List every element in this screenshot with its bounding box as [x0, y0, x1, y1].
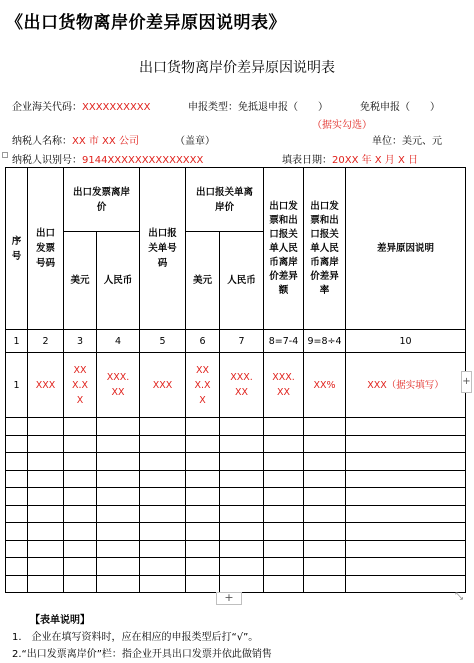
form-title: 出口货物离岸价差异原因说明表 [139, 60, 335, 76]
cell-invoice-usd[interactable] [64, 435, 97, 453]
cell-invoice-usd[interactable] [64, 453, 97, 471]
cell-customs-usd[interactable] [186, 558, 220, 576]
table-row [6, 540, 466, 558]
header-invoice-usd: 美元 [64, 232, 97, 330]
cell-diff-rate[interactable] [304, 435, 346, 453]
cell-invoice-rmb[interactable] [97, 453, 140, 471]
cell-seq[interactable]: 1 [6, 353, 28, 418]
cell-invoice-rmb[interactable] [97, 558, 140, 576]
cell-diff-rate[interactable] [304, 558, 346, 576]
cell-reason[interactable] [346, 453, 466, 471]
fill-date-label: 填表日期： [282, 155, 332, 166]
customs-code-label: 企业海关代码： [12, 102, 82, 113]
table-row [6, 558, 466, 576]
taxpayer-id-value: 9144XXXXXXXXXXXXXX [82, 155, 204, 166]
cell-diff-rate[interactable] [304, 505, 346, 523]
document-title: 《出口货物离岸价差异原因说明表》 [6, 13, 286, 33]
cell-customs-usd[interactable] [186, 470, 220, 488]
add-column-button[interactable]: + [461, 371, 472, 393]
declare-type-label: 申报类型： [188, 102, 238, 113]
cell-customs-no[interactable] [140, 488, 186, 506]
cell-seq[interactable] [6, 523, 28, 541]
cell-customs-usd[interactable] [186, 488, 220, 506]
taxpayer-id-line [12, 151, 203, 166]
cell-diff-amount[interactable] [264, 505, 304, 523]
cell-customs-no[interactable] [140, 435, 186, 453]
cell-invoice-rmb[interactable] [97, 418, 140, 436]
cell-diff-amount[interactable] [264, 488, 304, 506]
cell-seq[interactable] [6, 470, 28, 488]
cell-customs-no[interactable] [140, 523, 186, 541]
cell-customs-no[interactable] [140, 558, 186, 576]
cell-invoice-no[interactable] [28, 575, 64, 593]
column-number-row [6, 330, 466, 353]
cell-invoice-usd[interactable] [64, 418, 97, 436]
cell-diff-amount[interactable] [264, 540, 304, 558]
header-invoice-price: 出口发票离岸价 [64, 168, 140, 232]
col-number: 4 [97, 330, 140, 353]
header-seq: 序号 [6, 168, 28, 330]
cell-invoice-rmb[interactable] [97, 488, 140, 506]
cell-diff-amount[interactable] [264, 470, 304, 488]
cell-customs-usd[interactable] [186, 575, 220, 593]
table-row [6, 418, 466, 436]
header-invoice-no: 出口发票号码 [28, 168, 64, 330]
col-number: 1 [6, 330, 28, 353]
col-number: 5 [140, 330, 186, 353]
header-invoice-rmb: 人民币 [97, 232, 140, 330]
seal-note: （盖章） [175, 136, 215, 147]
add-row-button[interactable]: + [216, 592, 242, 605]
cell-customs-usd[interactable] [186, 523, 220, 541]
cell-invoice-usd[interactable] [64, 505, 97, 523]
notes-item: 1. 企业在填写资料时，应在相应的申报类型后打“√”。 [12, 632, 259, 643]
cell-seq[interactable] [6, 505, 28, 523]
cell-seq[interactable] [6, 435, 28, 453]
cell-invoice-rmb[interactable] [97, 575, 140, 593]
cell-customs-no[interactable] [140, 575, 186, 593]
cell-invoice-no[interactable]: XXX [28, 353, 64, 418]
table-row [6, 453, 466, 471]
cell-customs-rmb[interactable]: XXX. XX [220, 353, 264, 418]
cell-customs-no[interactable] [140, 540, 186, 558]
table-row [6, 575, 466, 593]
cell-invoice-usd[interactable] [64, 540, 97, 558]
col-number: 7 [220, 330, 264, 353]
cell-invoice-no[interactable] [28, 470, 64, 488]
cell-invoice-usd[interactable]: XX X.X X [64, 353, 97, 418]
cell-invoice-usd[interactable] [64, 558, 97, 576]
fill-date-line [282, 151, 418, 166]
cell-reason[interactable] [346, 470, 466, 488]
cell-customs-rmb[interactable] [220, 435, 264, 453]
table-row [6, 523, 466, 541]
cell-customs-rmb[interactable] [220, 540, 264, 558]
header-diff-amount: 出口发票和出口报关单人民币离岸价差异额 [264, 168, 304, 330]
cell-customs-rmb[interactable] [220, 575, 264, 593]
cell-reason[interactable] [346, 435, 466, 453]
cell-customs-no[interactable] [140, 453, 186, 471]
notes-item: 2.“出口发票离岸价”栏：指企业开具出口发票并依此做销售 [12, 649, 272, 660]
cell-reason[interactable]: XXX（据实填写） [346, 353, 466, 418]
col-number: 9=8÷4 [304, 330, 346, 353]
cell-invoice-rmb[interactable]: XXX. XX [97, 353, 140, 418]
cell-invoice-no[interactable] [28, 505, 64, 523]
cell-invoice-rmb[interactable] [97, 435, 140, 453]
cell-reason[interactable] [346, 575, 466, 593]
taxpayer-name-line [12, 132, 139, 147]
header-customs-price: 出口报关单离岸价 [186, 168, 264, 232]
cell-customs-usd[interactable] [186, 418, 220, 436]
price-difference-table [5, 167, 466, 593]
cell-diff-rate[interactable] [304, 523, 346, 541]
header-customs-usd: 美元 [186, 232, 220, 330]
table-row [6, 435, 466, 453]
customs-code-value: XXXXXXXXXX [82, 102, 151, 113]
cell-invoice-no[interactable] [28, 418, 64, 436]
col-number: 8=7-4 [264, 330, 304, 353]
unit-label: 单位：美元、元 [372, 136, 442, 147]
col-number: 10 [346, 330, 466, 353]
cell-diff-rate[interactable] [304, 470, 346, 488]
cell-invoice-rmb[interactable] [97, 540, 140, 558]
cell-seq[interactable] [6, 488, 28, 506]
cell-diff-amount[interactable]: XXX. XX [264, 353, 304, 418]
cell-invoice-no[interactable] [28, 523, 64, 541]
cell-customs-rmb[interactable] [220, 418, 264, 436]
cell-diff-amount[interactable] [264, 523, 304, 541]
taxpayer-name-value: XX 市 XX 公司 [72, 136, 139, 147]
cell-diff-amount[interactable] [264, 453, 304, 471]
cell-invoice-usd[interactable] [64, 488, 97, 506]
table-row [6, 488, 466, 506]
cell-diff-amount[interactable] [264, 575, 304, 593]
cell-customs-usd[interactable]: XX X.X X [186, 353, 220, 418]
cell-reason[interactable] [346, 540, 466, 558]
notes-heading: 【表单说明】 [30, 615, 90, 626]
header-diff-rate: 出口发票和出口报关单人民币离岸价差异率 [304, 168, 346, 330]
cell-reason[interactable] [346, 488, 466, 506]
cell-customs-rmb[interactable] [220, 505, 264, 523]
cell-customs-rmb[interactable] [220, 523, 264, 541]
cell-diff-rate[interactable] [304, 488, 346, 506]
cell-customs-rmb[interactable] [220, 558, 264, 576]
col-number: 6 [186, 330, 220, 353]
cell-invoice-rmb[interactable] [97, 505, 140, 523]
cell-diff-rate[interactable] [304, 540, 346, 558]
cell-invoice-rmb[interactable] [97, 470, 140, 488]
cell-diff-amount[interactable] [264, 558, 304, 576]
header-reason: 差异原因说明 [346, 168, 466, 330]
cell-diff-rate[interactable] [304, 453, 346, 471]
cell-invoice-usd[interactable] [64, 523, 97, 541]
declare-type-line [188, 98, 328, 113]
cell-customs-usd[interactable] [186, 435, 220, 453]
cell-invoice-no[interactable] [28, 453, 64, 471]
empty-rows [6, 418, 466, 593]
cell-reason[interactable] [346, 558, 466, 576]
taxpayer-name-label: 纳税人名称： [12, 136, 72, 147]
customs-code-line [12, 98, 151, 113]
cell-seq[interactable] [6, 453, 28, 471]
cell-seq[interactable] [6, 558, 28, 576]
table-move-handle[interactable] [2, 152, 8, 158]
table-row [6, 505, 466, 523]
cell-customs-no[interactable]: XXX [140, 353, 186, 418]
resize-icon[interactable]: ⤡ [455, 591, 463, 602]
taxpayer-id-label: 纳税人识别号： [12, 155, 82, 166]
col-number: 3 [64, 330, 97, 353]
cell-diff-amount[interactable] [264, 418, 304, 436]
cell-seq[interactable] [6, 575, 28, 593]
cell-invoice-rmb[interactable] [97, 523, 140, 541]
cell-customs-no[interactable] [140, 470, 186, 488]
cell-reason[interactable] [346, 418, 466, 436]
cell-customs-usd[interactable] [186, 505, 220, 523]
cell-invoice-no[interactable] [28, 435, 64, 453]
cell-invoice-usd[interactable] [64, 575, 97, 593]
cell-seq[interactable] [6, 540, 28, 558]
declare-hint: （据实勾选） [312, 120, 372, 131]
cell-invoice-no[interactable] [28, 540, 64, 558]
cell-diff-rate[interactable] [304, 418, 346, 436]
cell-customs-rmb[interactable] [220, 453, 264, 471]
cell-diff-rate[interactable] [304, 575, 346, 593]
cell-customs-no[interactable] [140, 418, 186, 436]
cell-seq[interactable] [6, 418, 28, 436]
table-row [6, 470, 466, 488]
cell-reason[interactable] [346, 523, 466, 541]
cell-customs-rmb[interactable] [220, 470, 264, 488]
cell-invoice-no[interactable] [28, 558, 64, 576]
cell-reason[interactable] [346, 505, 466, 523]
declare-refund-option[interactable]: 免抵退申报（ ） [238, 102, 328, 113]
header-customs-rmb: 人民币 [220, 232, 264, 330]
cell-customs-usd[interactable] [186, 453, 220, 471]
cell-customs-usd[interactable] [186, 540, 220, 558]
cell-diff-rate[interactable]: XX% [304, 353, 346, 418]
cell-customs-rmb[interactable] [220, 488, 264, 506]
cell-customs-no[interactable] [140, 505, 186, 523]
cell-invoice-usd[interactable] [64, 470, 97, 488]
declare-exempt-option[interactable]: 免税申报（ ） [360, 102, 440, 113]
header-customs-no: 出口报关单号码 [140, 168, 186, 330]
table-row [6, 353, 466, 418]
col-number: 2 [28, 330, 64, 353]
cell-invoice-no[interactable] [28, 488, 64, 506]
cell-diff-amount[interactable] [264, 435, 304, 453]
fill-date-value: 20XX 年 X 月 X 日 [332, 155, 419, 166]
